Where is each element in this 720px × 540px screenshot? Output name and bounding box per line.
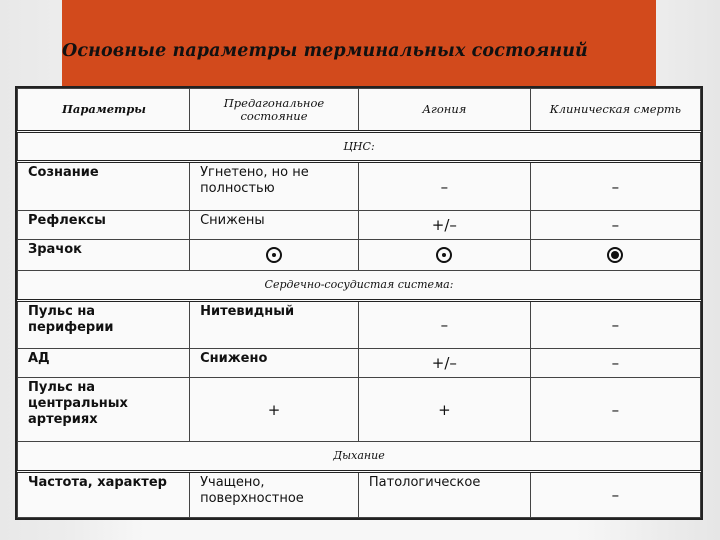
param-cell: Пульс на периферии [18,300,190,349]
pupil-narrow-icon [436,247,452,263]
death-cell: – [530,349,700,378]
death-cell: – [530,472,700,518]
header-parameters: Параметры [18,89,190,132]
table-row [18,378,701,442]
parameters-table [15,86,703,520]
agony-cell: Патологическое [358,472,530,518]
section-breathing: Дыхание [18,442,701,472]
section-row [18,132,701,162]
agony-cell: +/– [358,210,530,239]
preagonal-cell: Снижены [190,210,359,239]
death-cell: – [530,300,700,349]
preagonal-cell: Угнетено, но не полностью [190,162,359,211]
agony-cell: +/– [358,349,530,378]
table-row [18,162,701,211]
table-row [18,349,701,378]
death-cell: – [530,210,700,239]
section-cardiovascular: Сердечно-сосудистая система: [18,270,701,300]
table-row [18,300,701,349]
param-cell: АД [18,349,190,378]
pupil-narrow-icon [266,247,282,263]
death-cell [530,239,700,270]
section-row [18,270,701,300]
param-cell: Рефлексы [18,210,190,239]
slide-title: Основные параметры терминальных состояний [62,41,588,61]
header-agony: Агония [358,89,530,132]
agony-cell: + [358,378,530,442]
title-band [62,0,656,88]
section-row [18,442,701,472]
death-cell: – [530,378,700,442]
preagonal-cell [190,239,359,270]
header-preagonal: Предагональное состояние [190,89,359,132]
header-clinical-death: Клиническая смерть [530,89,700,132]
agony-cell: – [358,162,530,211]
param-cell: Пульс на центральных артериях [18,378,190,442]
param-cell: Частота, характер [18,472,190,518]
table-row [18,239,701,270]
preagonal-cell: Нитевидный [190,300,359,349]
param-cell: Сознание [18,162,190,211]
table-header-row [18,89,701,132]
pupil-wide-icon [607,247,623,263]
preagonal-cell: Снижено [190,349,359,378]
table-row [18,472,701,518]
death-cell: – [530,162,700,211]
param-cell: Зрачок [18,239,190,270]
preagonal-cell: + [190,378,359,442]
agony-cell: – [358,300,530,349]
table-row [18,210,701,239]
agony-cell [358,239,530,270]
section-cns: ЦНС: [18,132,701,162]
preagonal-cell: Учащено, поверхностное [190,472,359,518]
